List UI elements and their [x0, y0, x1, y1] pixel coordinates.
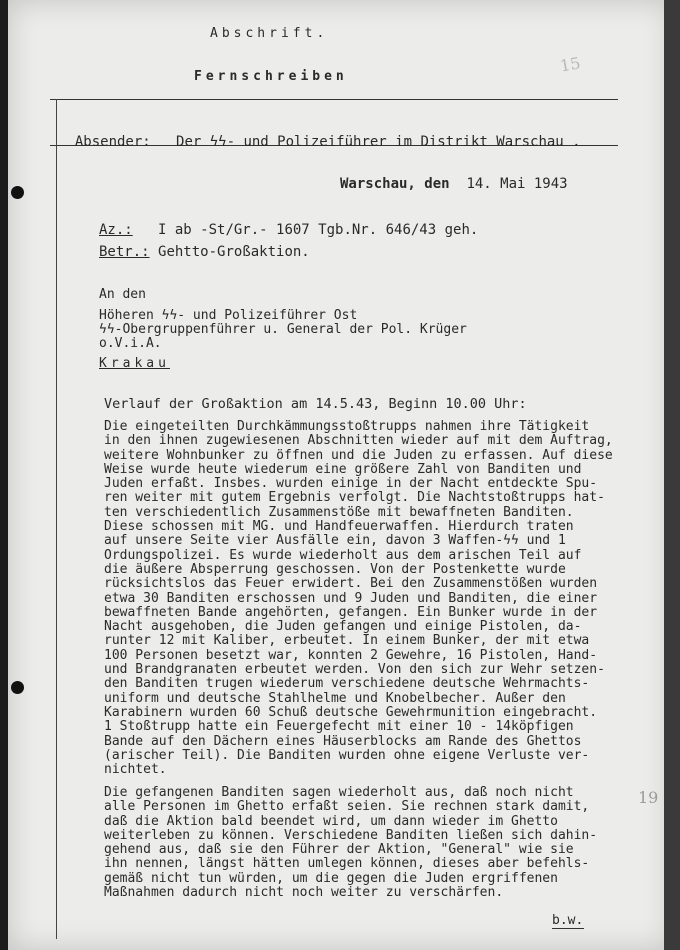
body-paragraph-2: Die gefangenen Banditen sagen wiederholt aus, daß noch nicht alle Personen im Ghetto erfaßt seien. Sie rechnen stark damit, daß die Aktion bald beendet wird, um dann wieder im Ghetto weiterleben zu können. Verschiedene Banditen ließen sich dahin- gehend aus, daß sie den Führer der Aktion, "General" wie sie ihn nennen, längst hätten umlegen können, dieses aber befehls- gemäß nicht tun würden, um die gegen die Juden ergriffenen Maßnahmen dadurch nicht noch weiter zu verschärfen.: [104, 785, 598, 901]
continued-note: b.w.: [552, 913, 584, 928]
page-number-stamp: 15: [558, 53, 582, 76]
betr-value: Gehtto-Großaktion.: [158, 244, 310, 260]
section-heading: Verlauf der Großaktion am 14.5.43, Beginn 10.00 Uhr:: [104, 396, 527, 412]
sender-label: Absender:: [74, 134, 151, 150]
punch-hole-bottom: [11, 681, 24, 694]
az-line: [99, 223, 478, 237]
punch-hole-top: [11, 186, 24, 199]
page-edge-shadow: [664, 0, 680, 950]
place-text: Warschau, den: [340, 176, 450, 192]
recipient-city: Krakau: [99, 356, 170, 371]
az-value: I ab -St/Gr.- 1607 Tgb.Nr. 646/43 geh.: [158, 222, 479, 238]
recipient-line-1: An den: [99, 287, 146, 302]
place-line: [340, 177, 568, 191]
continued-underline: [552, 928, 584, 929]
sender-line: [58, 118, 581, 150]
body-paragraph-1: Die eingeteilten Durchkämmungsstoßtrupps nahmen ihre Tätigkeit in den ihnen zugewiesenen Abschnitten wieder auf mit dem Auftrag, weitere Wohnbunker zu öffnen und die Juden zu erfassen. Auf diese Weise wurde heute wiederum eine größere Zahl von Banditen und Juden erfaßt. Insbes. wurden einige in der Nacht entdeckte Spu- ren weiter mit gutem Ergebnis verfolgt. Die Nachtstoßtrupps hat- ten verschiedentlich Zusammenstöße mit bewaffneten Banditen. Diese schossen mit MG. und Handfeuerwaffen. Hierdurch traten auf unsere Seite vier Ausfälle ein, davon 3 Waffen-ϟϟ und 1 Ordungspolizei. Es wurde wiederholt aus dem arischen Teil auf die äußere Absperrung geschossen. Von der Postenkette wurde rücksichtslos das Feuer erwidert. Bei den Zusammenstößen wurden etwa 30 Banditen erschossen und 9 Juden und Banditen, die einer bewaffneten Bande angehörten, gefangen. Ein Bunker wurde in der Nacht ausgehoben, die Juden gefangen und einige Pistolen, da- runter 12 mit Kaliber, erbeutet. In einem Bunker, der mit etwa 100 Personen besetzt war, konnten 2 Gewehre, 16 Pistolen, Hand- und Brandgranaten erbeutet werden. Von den sich zur Wehr setzen- den Banditen trugen wiederum verschiedene deutsche Wehrmachts- uniform und deutsche Stahlhelme und Knobelbecher. Außer den Karabinern wurden 60 Schuß deutsche Gewehrmunition eingebracht. 1 Stoßtrupp hatte ein Feuergefecht mit einer 10 - 14köpfigen Bande auf den Dächern eines Häuserblocks am Rande des Ghettos (arischer Teil). Die Banditen wurden ohne eigene Verluste ver- nichtet.: [104, 419, 613, 778]
date-text: 14. Mai 1943: [466, 176, 568, 192]
betr-label: Betr.:: [99, 244, 150, 260]
document-title: Abschrift.: [210, 26, 329, 41]
recipient-line-4: o.V.i.A.: [99, 336, 162, 351]
margin-annotation: 19: [638, 788, 659, 807]
az-label: Az.:: [99, 222, 133, 238]
betr-line: [99, 245, 310, 259]
sender-value: Der ϟϟ- und Polizeiführer im Distrikt Warschau .: [176, 134, 581, 150]
recipient-line-2: Höheren ϟϟ- und Polizeiführer Ost: [99, 308, 358, 323]
left-margin-rule: [56, 99, 57, 939]
recipient-line-3: ϟϟ-Obergruppenführer u. General der Pol. Krüger: [99, 322, 467, 337]
document-subtitle: Fernschreiben: [194, 69, 348, 84]
sender-box-top-rule: [50, 99, 618, 100]
